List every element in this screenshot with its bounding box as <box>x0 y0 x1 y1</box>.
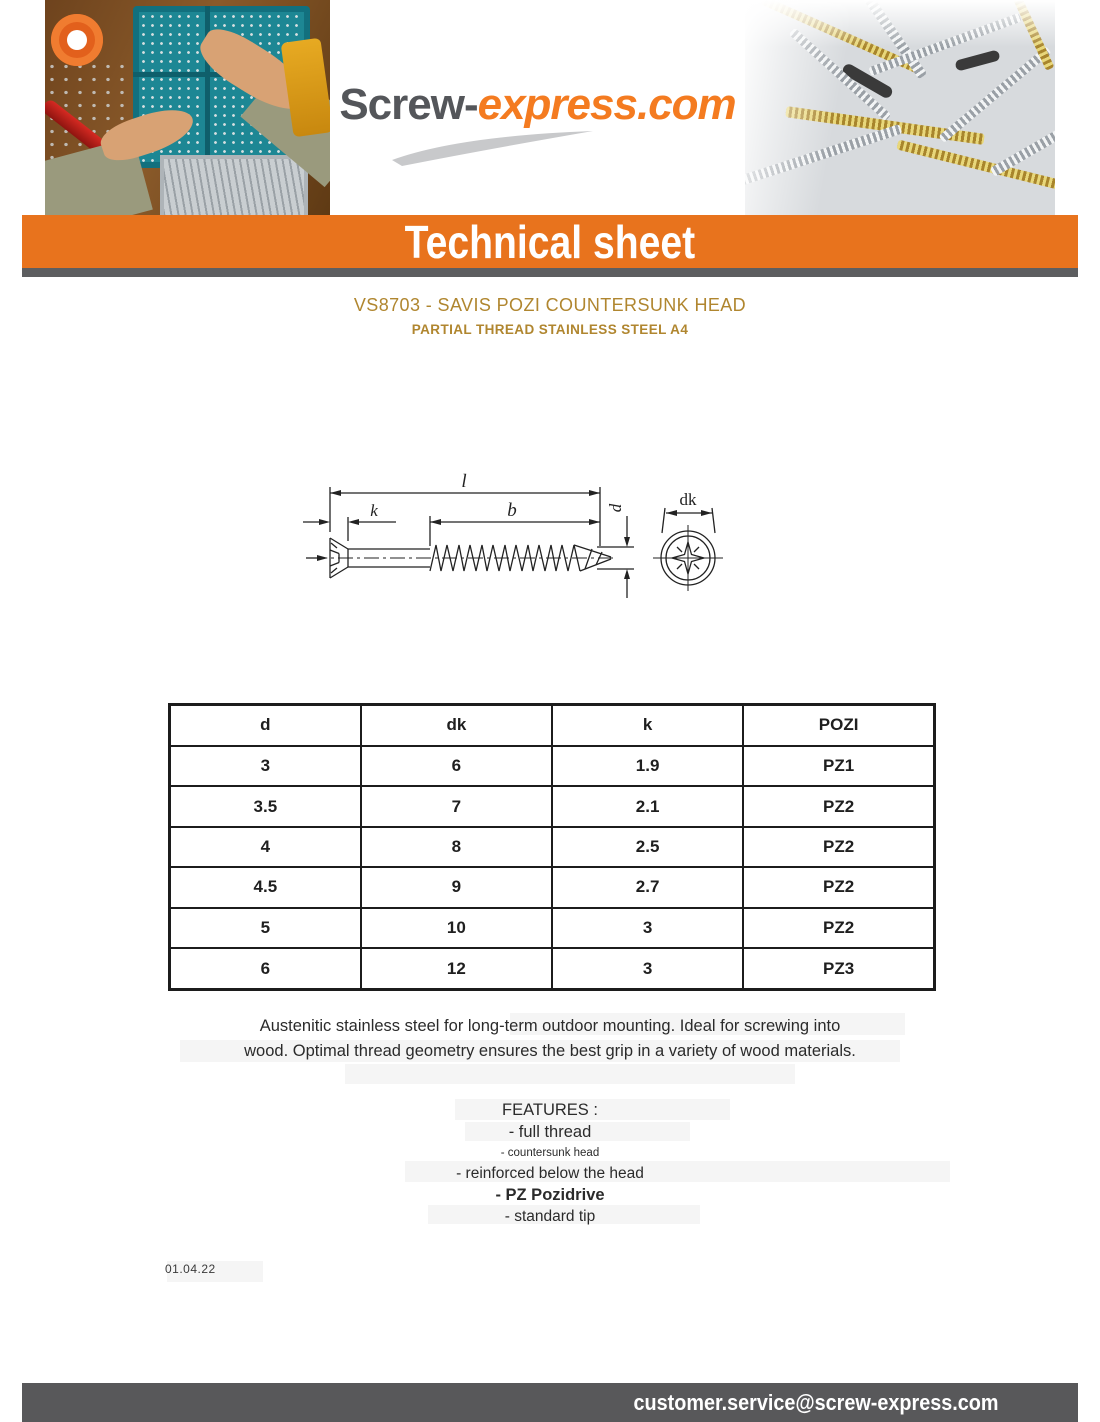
footer-email: customer.service@screw-express.com <box>633 1390 998 1415</box>
dim-label-dk: dk <box>679 490 697 509</box>
table-row: 4 8 2.5 PZ2 <box>170 827 935 867</box>
revision-date: 01.04.22 <box>165 1262 216 1276</box>
features-section <box>0 1099 1100 1227</box>
site-logo <box>330 80 745 130</box>
feature-full-thread: - full thread <box>508 1123 592 1141</box>
footer-bar <box>22 1383 1078 1422</box>
technical-sheet-banner <box>22 215 1078 268</box>
table-row: 3.5 7 2.1 PZ2 <box>170 786 935 826</box>
product-description <box>0 1014 1100 1064</box>
table-header-row <box>170 705 935 746</box>
feature-standard-tip: - standard tip <box>504 1208 596 1225</box>
screws-photo <box>745 0 1055 215</box>
logo-swoosh <box>388 128 598 168</box>
feature-countersunk-head: - countersunk head <box>500 1147 600 1159</box>
banner-title: Technical sheet <box>404 216 696 268</box>
logo-text-express: express.com <box>477 80 736 129</box>
table-row: 3 6 1.9 PZ1 <box>170 746 935 786</box>
table-row: 4.5 9 2.7 PZ2 <box>170 867 935 907</box>
dimensions-table <box>168 703 936 991</box>
banner-underline <box>22 268 1078 277</box>
feature-pz-pozidrive: - PZ Pozidrive <box>495 1186 605 1204</box>
features-heading: FEATURES : <box>502 1101 598 1119</box>
product-title: VS8703 - SAVIS POZI COUNTERSUNK HEAD <box>353 295 747 315</box>
dim-label-k: k <box>370 501 378 520</box>
col-header-dk: dk <box>361 705 552 746</box>
screw-technical-drawing <box>285 450 745 620</box>
table-row: 6 12 3 PZ3 <box>170 948 935 989</box>
dim-label-l: l <box>461 471 467 492</box>
workbench-photo <box>45 0 330 215</box>
col-header-k: k <box>552 705 743 746</box>
col-header-pozi: POZI <box>743 705 934 746</box>
product-subtitle: PARTIAL THREAD STAINLESS STEEL A4 <box>411 322 689 337</box>
description-line-1: Austenitic stainless steel for long-term outdoor mounting. Ideal for screwing into <box>259 1017 841 1035</box>
screw-tray <box>160 155 308 215</box>
highlight-artifact <box>345 1064 795 1084</box>
col-header-d: d <box>170 705 361 746</box>
description-line-2: wood. Optimal thread geometry ensures the best grip in a variety of wood materials. <box>244 1042 856 1060</box>
dim-label-d: d <box>606 503 625 513</box>
feature-reinforced: - reinforced below the head <box>456 1165 644 1182</box>
logo-text-screw: Screw- <box>339 80 478 129</box>
dim-label-b: b <box>507 500 517 521</box>
table-row: 5 10 3 PZ2 <box>170 908 935 948</box>
